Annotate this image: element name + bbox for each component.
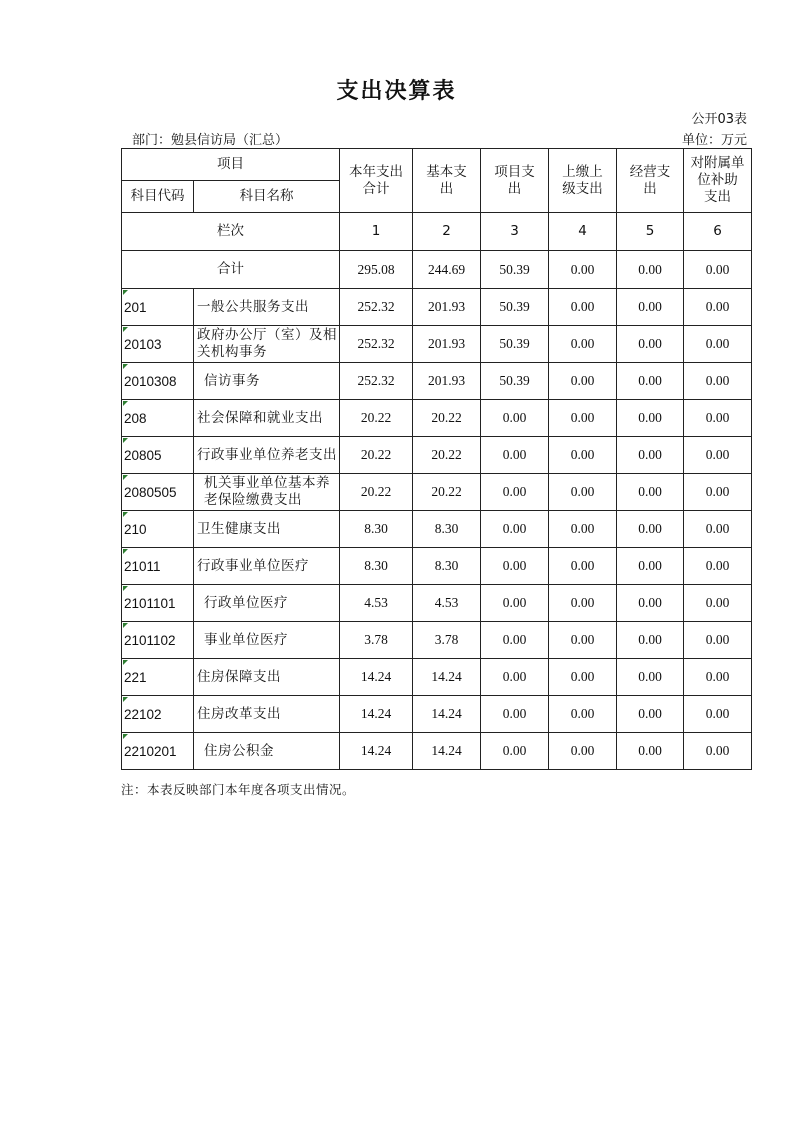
department-label: 部门： — [132, 133, 172, 148]
cell-comment-marker — [123, 586, 128, 591]
subject-name: 住房公积金 — [194, 733, 340, 770]
cell-comment-marker — [123, 734, 128, 739]
cell-comment-marker — [123, 401, 128, 406]
subject-name: 事业单位医疗 — [194, 622, 340, 659]
subject-name: 住房保障支出 — [194, 659, 340, 696]
total-value: 0.00 — [684, 251, 752, 289]
subject-name: 一般公共服务支出 — [194, 289, 340, 326]
subject-code — [122, 326, 194, 363]
amount-cell: 0.00 — [549, 474, 617, 511]
amount-cell: 0.00 — [549, 437, 617, 474]
amount-cell: 3.78 — [413, 622, 481, 659]
header-col2: 基本支 出 — [413, 149, 481, 213]
department-name: 勉县信访局（汇总） — [171, 133, 289, 148]
footnote: 注：本表反映部门本年度各项支出情况。 — [121, 782, 356, 797]
amount-cell: 20.22 — [340, 437, 413, 474]
subject-code-text: 210 — [124, 521, 147, 537]
subject-name: 行政单位医疗 — [194, 585, 340, 622]
amount-cell: 20.22 — [413, 474, 481, 511]
table-row — [122, 511, 752, 548]
column-index-label: 栏次 — [122, 213, 340, 251]
expenditure-table — [121, 148, 752, 770]
amount-cell: 0.00 — [617, 585, 684, 622]
table-row — [122, 363, 752, 400]
header-name: 科目名称 — [194, 181, 340, 213]
header-item: 项目 — [122, 149, 340, 181]
subject-code-text: 2010308 — [124, 373, 177, 389]
amount-cell: 201.93 — [413, 326, 481, 363]
unit-label: 单位：万元 — [681, 133, 747, 148]
total-value: 50.39 — [481, 251, 549, 289]
cell-comment-marker — [123, 290, 128, 295]
subject-code — [122, 622, 194, 659]
column-index-2: 2 — [413, 213, 481, 251]
amount-cell: 0.00 — [481, 585, 549, 622]
amount-cell: 0.00 — [684, 474, 752, 511]
amount-cell: 0.00 — [549, 548, 617, 585]
cell-comment-marker — [123, 327, 128, 332]
header-col3: 项目支 出 — [481, 149, 549, 213]
table-row — [122, 585, 752, 622]
amount-cell: 201.93 — [413, 289, 481, 326]
subject-code — [122, 474, 194, 511]
header-col6: 对附属单 位补助 支出 — [684, 149, 752, 213]
subject-code — [122, 548, 194, 585]
subject-code-text: 221 — [124, 669, 147, 685]
subject-code-text: 2101101 — [124, 595, 176, 611]
cell-comment-marker — [123, 549, 128, 554]
amount-cell: 0.00 — [481, 474, 549, 511]
amount-cell: 50.39 — [481, 326, 549, 363]
table-row — [122, 326, 752, 363]
subject-name: 卫生健康支出 — [194, 511, 340, 548]
table-row — [122, 733, 752, 770]
department-line — [132, 129, 288, 148]
amount-cell: 0.00 — [617, 696, 684, 733]
amount-cell: 20.22 — [340, 400, 413, 437]
table-row — [122, 548, 752, 585]
amount-cell: 0.00 — [617, 733, 684, 770]
table-row — [122, 696, 752, 733]
amount-cell: 0.00 — [481, 548, 549, 585]
amount-cell: 20.22 — [413, 400, 481, 437]
amount-cell: 0.00 — [549, 289, 617, 326]
amount-cell: 0.00 — [549, 326, 617, 363]
header-col1: 本年支出 合计 — [340, 149, 413, 213]
subject-code — [122, 289, 194, 326]
amount-cell: 20.22 — [340, 474, 413, 511]
subject-code-text: 20805 — [124, 447, 162, 463]
amount-cell: 0.00 — [549, 400, 617, 437]
subject-name: 社会保障和就业支出 — [194, 400, 340, 437]
column-index-1: 1 — [340, 213, 413, 251]
amount-cell: 0.00 — [549, 363, 617, 400]
subject-name: 机关事业单位基本养老保险缴费支出 — [194, 474, 340, 511]
amount-cell: 201.93 — [413, 363, 481, 400]
amount-cell: 0.00 — [549, 511, 617, 548]
header-code: 科目代码 — [122, 181, 194, 213]
amount-cell: 0.00 — [617, 511, 684, 548]
subject-code — [122, 363, 194, 400]
amount-cell: 0.00 — [617, 289, 684, 326]
header-col4: 上缴上 级支出 — [549, 149, 617, 213]
table-row — [122, 622, 752, 659]
amount-cell: 0.00 — [549, 622, 617, 659]
amount-cell: 4.53 — [413, 585, 481, 622]
amount-cell: 0.00 — [481, 696, 549, 733]
subject-name: 住房改革支出 — [194, 696, 340, 733]
total-value: 0.00 — [549, 251, 617, 289]
amount-cell: 0.00 — [684, 733, 752, 770]
amount-cell: 252.32 — [340, 289, 413, 326]
subject-code — [122, 400, 194, 437]
amount-cell: 0.00 — [481, 437, 549, 474]
amount-cell: 0.00 — [684, 363, 752, 400]
subject-code-text: 21011 — [124, 558, 161, 574]
amount-cell: 0.00 — [684, 696, 752, 733]
subject-code — [122, 659, 194, 696]
amount-cell: 14.24 — [340, 733, 413, 770]
amount-cell: 0.00 — [684, 400, 752, 437]
subject-code-text: 201 — [124, 299, 147, 315]
subject-code — [122, 733, 194, 770]
column-index-row — [122, 213, 752, 251]
amount-cell: 20.22 — [413, 437, 481, 474]
column-index-3: 3 — [481, 213, 549, 251]
total-value: 244.69 — [413, 251, 481, 289]
amount-cell: 0.00 — [617, 548, 684, 585]
amount-cell: 8.30 — [340, 511, 413, 548]
amount-cell: 0.00 — [617, 622, 684, 659]
amount-cell: 0.00 — [617, 659, 684, 696]
subject-code-text: 20103 — [124, 336, 162, 352]
subject-code — [122, 511, 194, 548]
amount-cell: 8.30 — [413, 548, 481, 585]
subject-code-text: 22102 — [124, 706, 162, 722]
amount-cell: 0.00 — [684, 511, 752, 548]
cell-comment-marker — [123, 660, 128, 665]
amount-cell: 0.00 — [684, 289, 752, 326]
total-label: 合计 — [122, 251, 340, 289]
amount-cell: 14.24 — [340, 696, 413, 733]
amount-cell: 14.24 — [413, 696, 481, 733]
amount-cell: 0.00 — [684, 326, 752, 363]
column-index-6: 6 — [684, 213, 752, 251]
amount-cell: 4.53 — [340, 585, 413, 622]
amount-cell: 252.32 — [340, 363, 413, 400]
form-number: 公开03表 — [691, 112, 747, 127]
subject-name: 信访事务 — [194, 363, 340, 400]
cell-comment-marker — [123, 364, 128, 369]
amount-cell: 14.24 — [413, 659, 481, 696]
amount-cell: 0.00 — [684, 622, 752, 659]
subject-code-text: 2210201 — [124, 743, 177, 759]
subject-code-text: 2080505 — [124, 484, 177, 500]
subject-code — [122, 585, 194, 622]
subject-name: 政府办公厅（室）及相关机构事务 — [194, 326, 340, 363]
cell-comment-marker — [123, 512, 128, 517]
subject-name: 行政事业单位医疗 — [194, 548, 340, 585]
total-value: 0.00 — [617, 251, 684, 289]
amount-cell: 0.00 — [684, 659, 752, 696]
amount-cell: 0.00 — [617, 363, 684, 400]
table-row — [122, 437, 752, 474]
total-row — [122, 251, 752, 289]
amount-cell: 0.00 — [481, 622, 549, 659]
amount-cell: 0.00 — [617, 474, 684, 511]
amount-cell: 50.39 — [481, 289, 549, 326]
amount-cell: 3.78 — [340, 622, 413, 659]
amount-cell: 0.00 — [617, 400, 684, 437]
amount-cell: 0.00 — [549, 585, 617, 622]
subject-code — [122, 437, 194, 474]
column-index-5: 5 — [617, 213, 684, 251]
amount-cell: 0.00 — [684, 585, 752, 622]
amount-cell: 0.00 — [684, 437, 752, 474]
amount-cell: 14.24 — [413, 733, 481, 770]
subject-code-text: 2101102 — [124, 632, 176, 648]
table-row — [122, 289, 752, 326]
table-row — [122, 659, 752, 696]
cell-comment-marker — [123, 697, 128, 702]
subject-code — [122, 696, 194, 733]
amount-cell: 0.00 — [549, 733, 617, 770]
table-row — [122, 400, 752, 437]
amount-cell: 0.00 — [617, 437, 684, 474]
amount-cell: 0.00 — [549, 659, 617, 696]
amount-cell: 50.39 — [481, 363, 549, 400]
amount-cell: 0.00 — [549, 696, 617, 733]
amount-cell: 0.00 — [481, 733, 549, 770]
amount-cell: 14.24 — [340, 659, 413, 696]
page-title: 支出决算表 — [336, 79, 457, 104]
subject-name: 行政事业单位养老支出 — [194, 437, 340, 474]
cell-comment-marker — [123, 438, 128, 443]
cell-comment-marker — [123, 623, 128, 628]
amount-cell: 0.00 — [481, 659, 549, 696]
amount-cell: 252.32 — [340, 326, 413, 363]
amount-cell: 0.00 — [481, 400, 549, 437]
amount-cell: 0.00 — [684, 548, 752, 585]
total-value: 295.08 — [340, 251, 413, 289]
amount-cell: 8.30 — [340, 548, 413, 585]
header-col5: 经营支 出 — [617, 149, 684, 213]
cell-comment-marker — [123, 475, 128, 480]
amount-cell: 8.30 — [413, 511, 481, 548]
column-index-4: 4 — [549, 213, 617, 251]
table-row — [122, 474, 752, 511]
amount-cell: 0.00 — [617, 326, 684, 363]
amount-cell: 0.00 — [481, 511, 549, 548]
subject-code-text: 208 — [124, 410, 147, 426]
